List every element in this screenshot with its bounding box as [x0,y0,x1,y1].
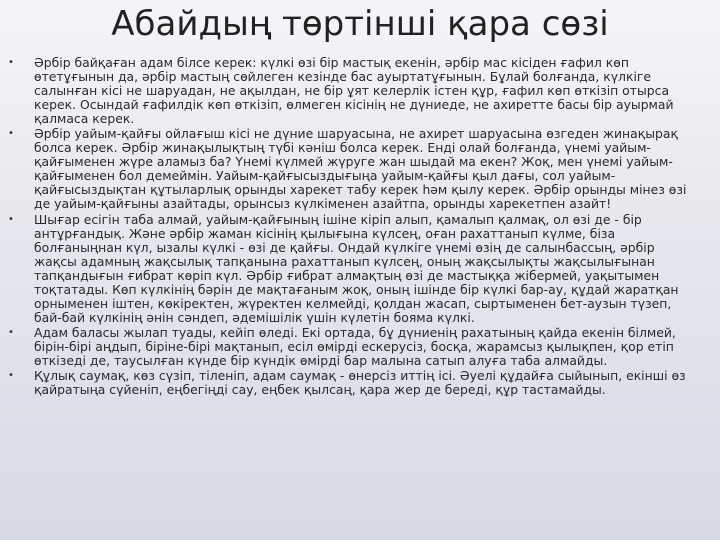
slide-title: Абайдың төртінші қара сөзі [111,4,609,44]
bullet-text: Әрбір уайым-қайғы ойлағыш кісі не дүние шаруасына, не ахирет шаруасына өзгеден жинақырақ болса керек. Әрбір жинақылықтың түбі кәніш болса керек. Енді олай болғанда, үнемі уайым-қайғыменен жүре аламыз ба? Үнемі күлмей жүруге жан шыдай ма екен? Жоқ, мен үнемі уайым-қайғыменен бол демеймін. Уайым-қайғысыздығыңа уайым-қайғы қыл дағы, сол уайым-қайғысыздықтан құтыларлық орынды харекет табу керек һәм қылу керек. Әрбір орынды мінез өзі де уайым-қайғыны азайтады, орынсыз күлкіменен азайтпа, орынды харекетпен азайт! [34,126,687,212]
bullet-dot-icon: • [8,213,14,225]
bullet-list [0,56,720,397]
bullet-item-4 [0,326,720,368]
bullet-item-1 [0,56,720,126]
bullet-dot-icon: • [8,128,14,140]
bullet-text: Құлық саумақ, көз сүзіп, тіленіп, адам саумақ - өнерсіз иттің ісі. Әуелі құдайға сыйынып, екінші өз қайратыңа сүйеніп, еңбегіңді сау, еңбек қылсаң, қара жер де береді, құр тастамайды. [34,368,686,398]
bullet-text: Адам баласы жылап туады, кейіп өледі. Екі ортада, бұ дүниенің рахатының қайда екенін білмей, бірін-бірі аңдып, біріне-бірі мақтанып, есіл өмірді ескерусіз, босқа, жарамсыз қылықпен, қор етіп өткізеді де, таусылған күнде бір күндік өмірді бар малына сатып алуға таба алмайды. [34,324,676,368]
bullet-text: Шығар есігін таба алмай, уайым-қайғының ішіне кіріп алып, қамалып қалмақ, ол өзі де - бір антұрғандық. Және әрбір жаман кісінің қылығына күлсең, оған рахаттанып күлме, біза болғаныңнан күл, ызалы күлкі - өзі де қайғы. Ондай күлкіге үнемі өзің де салынбассың, әрбір жақсы адамның жақсылық тапқанына рахаттанып күлсең, оның жақсылықты жақсылығынан тапқандығын ғибрат көріп күл. Әрбір ғибрат алмақтың өзі де мастыққа жібермей, уақытымен тоқтатады. Көп күлкінің бәрін де мақтағаным жоқ, оның ішінде бір күлкі бар-ау, құдай жаратқан орныменен іштен, көкіректен, жүректен келмейді, қолдан жасап, сыртыменен бет-аузын түзеп, бай-бай күлкінің әнін сәндеп, әдемішілік үшін күлетін бояма күлкі. [34,211,679,325]
bullet-item-3 [0,213,720,325]
bullet-dot-icon: • [8,57,14,68]
bullet-item-2 [0,127,720,211]
bullet-text: Әрбір байқаған адам білсе керек: күлкі өзі бір мастық екенін, әрбір мас кісіден ғафил көп өтетұғынын да, әрбір мастың сөйлеген кезінде бас ауыртатұғынын. Бұлай болғанда, күлкіге салынған кісі не шаруадан, не ақылдан, не бір ұят келерлік істен құр, ғафил көп өткізіп отырса керек. Осындай ғафилдік көп өткізіп, өлмеген кісінің не дүниеде, не ахиретте басы бір ауырмай қалмаса керек. [34,55,674,127]
bullet-dot-icon: • [8,326,14,338]
bullet-item-5 [0,369,720,397]
bullet-dot-icon: • [8,370,14,382]
